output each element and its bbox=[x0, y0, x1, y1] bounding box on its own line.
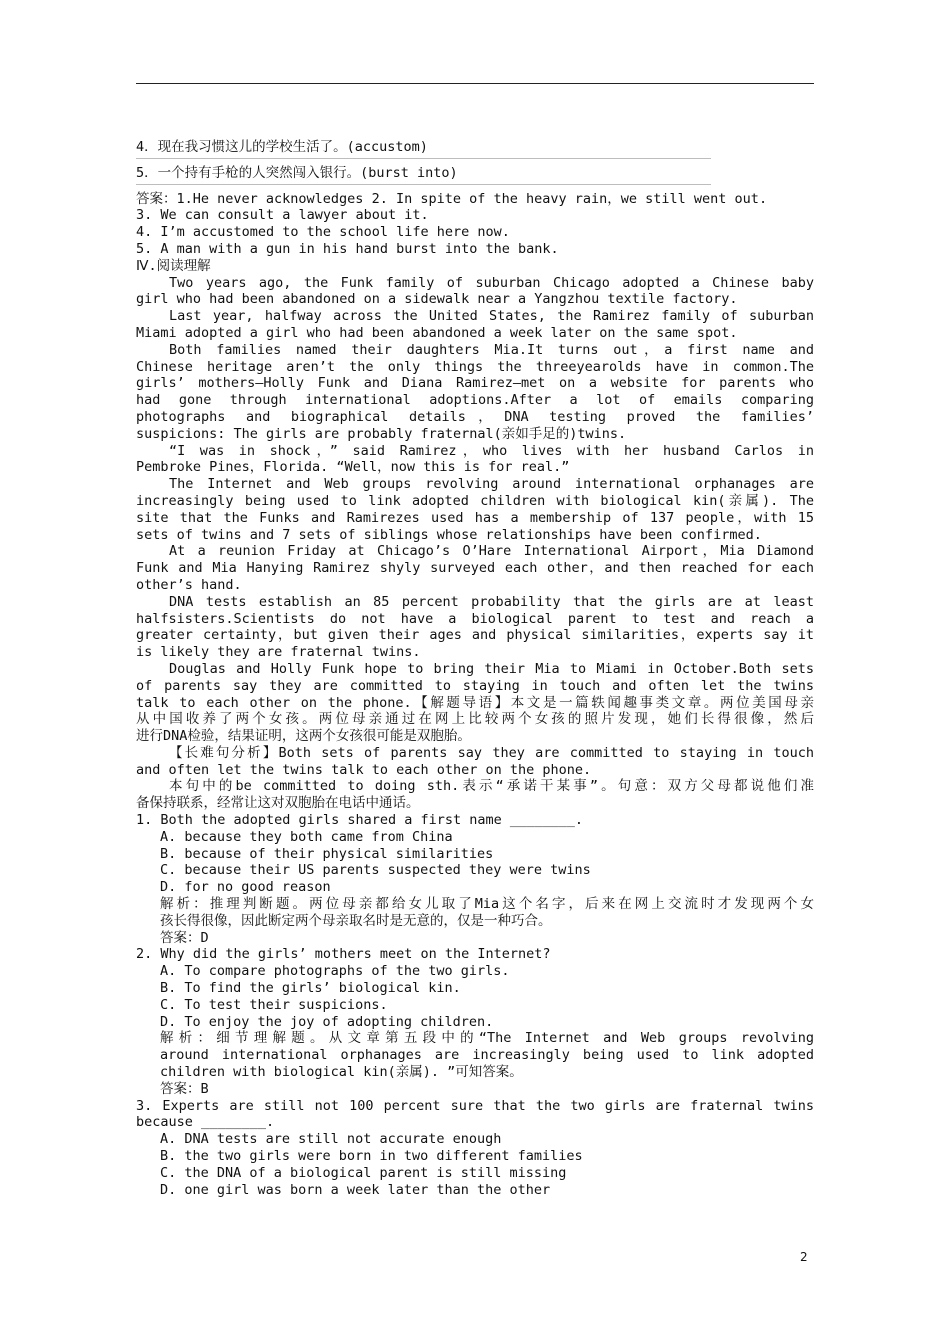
passage-line: Chinese heritage aren’t the only things the threeyearolds have in common.The bbox=[136, 358, 814, 375]
analysis-line: 解析：细节理解题。从文章第五段中的“The Internet and Web groups revolving bbox=[160, 1030, 814, 1047]
passage-line: The Internet and Web groups revolving around international orphanages are bbox=[169, 476, 814, 493]
answer-line: 4. I’m accustomed to the school life here now. bbox=[136, 224, 510, 241]
passage-line: of parents say they are committed to staying in touch and often let the twins bbox=[136, 677, 814, 694]
passage-line: 备保持联系，经常让这对双胞胎在电话中通话。 bbox=[136, 795, 420, 812]
answer-option: B. To find the girls’ biological kin. bbox=[160, 980, 461, 997]
passage-line: increasingly being used to link adopted children with biological kin(亲属). The bbox=[136, 492, 814, 509]
passage-line: Two years ago, the Funk family of suburban Chicago adopted a Chinese baby bbox=[169, 274, 814, 291]
passage-line: At a reunion Friday at Chicago’s O’Hare International Airport，Mia Diamond bbox=[169, 543, 814, 560]
passage-line: Both families named their daughters Mia.It turns out，a first name and bbox=[169, 341, 814, 358]
passage-line: DNA tests establish an 85 percent probability that the girls are at least bbox=[169, 593, 814, 610]
translation-item-4: 4．现在我习惯这儿的学校生活了。(accustom) bbox=[136, 139, 428, 155]
answer-key: 答案：D bbox=[160, 929, 209, 946]
reading-passage bbox=[136, 275, 814, 813]
question-stem: because ________. bbox=[136, 1114, 275, 1131]
question-stem: 2. Why did the girls’ mothers meet on the Internet? bbox=[136, 946, 551, 963]
answer-option: B. because of their physical similarities bbox=[160, 845, 494, 862]
passage-line: suspicions: The girls are probably fraternal(亲如手足的)twins. bbox=[136, 425, 627, 442]
answer-option: A. To compare photographs of the two girls. bbox=[160, 963, 510, 980]
answer-line: 5. A man with a gun in his hand burst into the bank. bbox=[136, 240, 559, 257]
question-3 bbox=[136, 1098, 814, 1199]
analysis-line: children with biological kin(亲属). ”可知答案。 bbox=[160, 1064, 523, 1081]
passage-line: and often let the twins talk to each other on the phone. bbox=[136, 761, 592, 778]
answer-option: C. because their US parents suspected they were twins bbox=[160, 862, 591, 879]
analysis-line: around international orphanages are increasingly being used to link adopted bbox=[160, 1047, 814, 1064]
answer-option: A. DNA tests are still not accurate enough bbox=[160, 1131, 502, 1148]
header-rule bbox=[136, 83, 814, 84]
passage-line: site that the Funks and Ramirezes used has a membership of 137 people，with 15 bbox=[136, 509, 814, 526]
passage-line: girls’ mothers—Holly Funk and Diana Ramirez—met on a website for parents who bbox=[136, 375, 814, 392]
passage-line: sets of twins and 7 sets of siblings whose relationships have been confirmed. bbox=[136, 526, 762, 543]
analysis-line: 孩长得很像，因此断定两个母亲取名时是无意的，仅是一种巧合。 bbox=[160, 912, 552, 929]
question-stem: 1. Both the adopted girls shared a first name ________. bbox=[136, 812, 584, 829]
question-1 bbox=[136, 812, 814, 946]
answer-option: C. To test their suspicions. bbox=[160, 996, 388, 1013]
page-number: 2 bbox=[800, 1250, 808, 1264]
section-heading: Ⅳ.阅读理解 bbox=[136, 257, 211, 274]
question-list bbox=[136, 812, 814, 1198]
question-stem: 3. Experts are still not 100 percent sure that the two girls are fraternal twins bbox=[136, 1097, 814, 1114]
answer-option: D. To enjoy the joy of adopting children. bbox=[160, 1013, 494, 1030]
passage-line: Pembroke Pines，Florida. “Well，now this is for real.” bbox=[136, 459, 570, 476]
passage-line: greater certainty，but given their ages and physical similarities，experts say it bbox=[136, 627, 814, 644]
answer-option: C. the DNA of a biological parent is still missing bbox=[160, 1164, 567, 1181]
passage-line: halfsisters.Scientists do not have a biological parent to test and reach a bbox=[136, 610, 814, 627]
passage-line: Funk and Mia Hanying Ramirez shyly surveyed each other，and then reached for each bbox=[136, 560, 814, 577]
passage-line: 从中国收养了两个女孩。两位母亲通过在网上比较两个女孩的照片发现，她们长得很像，然后 bbox=[136, 711, 814, 728]
answer-line: 答案：1.He never acknowledges 2. In spite of the heavy rain，we still went out. bbox=[136, 190, 768, 207]
passage-line: Douglas and Holly Funk hope to bring their Mia to Miami in October.Both sets bbox=[169, 660, 814, 677]
answer-blank-line bbox=[136, 184, 711, 191]
answer-option: D. for no good reason bbox=[160, 879, 331, 896]
passage-line: girl who had been abandoned on a sidewalk near a Yangzhou textile factory. bbox=[136, 291, 738, 308]
passage-line: talk to each other on the phone.【解题导语】本文是一篇轶闻趣事类文章。两位美国母亲 bbox=[136, 694, 814, 711]
answer-line: 3. We can consult a lawyer about it. bbox=[136, 207, 429, 224]
answer-option: A. because they both came from China bbox=[160, 828, 453, 845]
passage-line: “I was in shock，” said Ramirez，who lives with her husband Carlos in bbox=[169, 442, 814, 459]
passage-line: had gone through international adoptions.After a lot of emails comparing bbox=[136, 392, 814, 409]
passage-line: is likely they are fraternal twins. bbox=[136, 644, 421, 661]
answer-option: B. the two girls were born in two different families bbox=[160, 1148, 583, 1165]
answer-key: 答案：B bbox=[160, 1080, 209, 1097]
page-content bbox=[136, 139, 814, 1198]
passage-line: 【长难句分析】Both sets of parents say they are committed to staying in touch bbox=[169, 744, 814, 761]
passage-line: Last year, halfway across the United States, the Ramirez family of suburban bbox=[169, 308, 814, 325]
passage-line: photographs and biographical details，DNA testing proved the families’ bbox=[136, 408, 814, 425]
passage-line: 进行DNA检验，结果证明，这两个女孩很可能是双胞胎。 bbox=[136, 728, 471, 745]
passage-line: Miami adopted a girl who had been abandoned a week later on the same spot. bbox=[136, 324, 738, 341]
answer-blank-line bbox=[136, 158, 711, 165]
analysis-line: 解析：推理判断题。两位母亲都给女儿取了Mia这个名字，后来在网上交流时才发现两个女 bbox=[160, 896, 814, 913]
answer-option: D. one girl was born a week later than the other bbox=[160, 1181, 551, 1198]
question-2 bbox=[136, 946, 814, 1097]
passage-line: other’s hand. bbox=[136, 576, 242, 593]
translation-item-5: 5．一个持有手枪的人突然闯入银行。(burst into) bbox=[136, 164, 458, 181]
passage-line: 本句中的be committed to doing sth.表示“承诺干某事”。句意：双方父母都说他们准 bbox=[169, 778, 814, 795]
